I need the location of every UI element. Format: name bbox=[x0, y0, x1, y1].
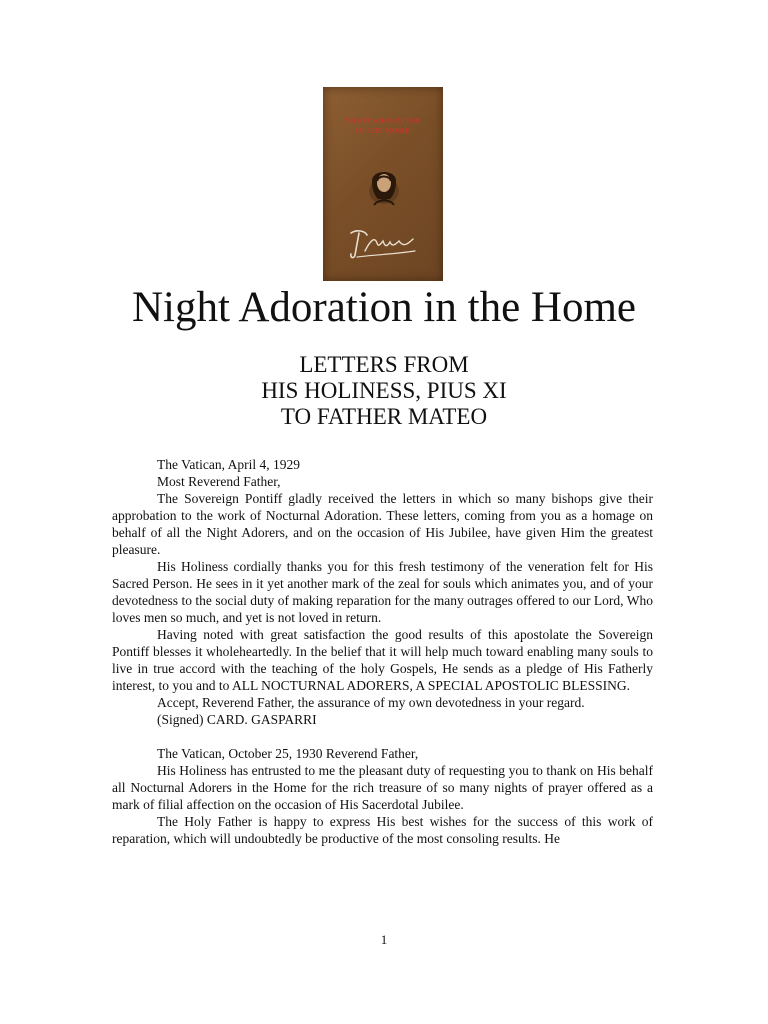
cover-title-line: NIGHT ADORATION bbox=[344, 117, 422, 125]
letter-paragraph: The Holy Father is happy to express His best wishes for the success of this work of reparation, which will undoubtedly be productive of the most consoling results. He bbox=[112, 814, 653, 846]
letter-paragraph: His Holiness cordially thanks you for this fresh testimony of the veneration felt for His Sacred Person. He sees in it yet another mark of the zeal for souls which animates you, and of your devotedness to the social duty of making reparation for the many outrages offered to our Lord, Who loves men so much, and yet is not loved in return. bbox=[112, 559, 653, 625]
letter-salutation: Most Reverend Father, bbox=[157, 474, 281, 489]
letter-closing: Accept, Reverend Father, the assurance of my own devotedness in your regard. bbox=[157, 695, 585, 710]
letter-spacer bbox=[112, 728, 653, 745]
letter-body bbox=[112, 456, 653, 847]
subtitle bbox=[0, 352, 768, 430]
book-cover-image bbox=[323, 87, 443, 281]
letter-signature: (Signed) CARD. GASPARRI bbox=[157, 712, 317, 727]
signature-image bbox=[347, 225, 419, 263]
letter-date: The Vatican, April 4, 1929 bbox=[157, 457, 300, 472]
letter-paragraph: The Sovereign Pontiff gladly received the letters in which so many bishops give their approbation to the work of Nocturnal Adoration. These letters, coming from you as a homage on behalf of all the Night Adorers, and on the occasion of His Jubilee, have given Him the greatest pleasure. bbox=[112, 491, 653, 557]
portrait-icon bbox=[364, 161, 404, 209]
page-number: 1 bbox=[380, 932, 388, 947]
cover-title-line: IN THE HOME bbox=[355, 127, 411, 135]
page-title: Night Adoration in the Home bbox=[132, 284, 636, 331]
subtitle-line: LETTERS FROM bbox=[299, 352, 469, 377]
letter-date: The Vatican, October 25, 1930 Reverend Father, bbox=[157, 746, 419, 761]
subtitle-line: HIS HOLINESS, PIUS XI bbox=[261, 378, 507, 403]
letter-paragraph: His Holiness has entrusted to me the pleasant duty of requesting you to thank on His behalf all Nocturnal Adorers in the Home for the rich treasure of so many nights of prayer offered as a mark of filial affection on the occasion of His Sacerdotal Jubilee. bbox=[112, 763, 653, 812]
letter-paragraph: Having noted with great satisfaction the good results of this apostolate the Sovereign Pontiff blesses it wholeheartedly. In the belief that it will help much toward enabling many souls to live in true accord with the teaching of the holy Gospels, He sends as a pledge of His Fatherly interest, to you and to ALL NOCTURNAL ADORERS, A SPECIAL APOSTOLIC BLESSING. bbox=[112, 627, 653, 693]
subtitle-line: TO FATHER MATEO bbox=[280, 404, 488, 429]
cover-title bbox=[323, 116, 443, 136]
